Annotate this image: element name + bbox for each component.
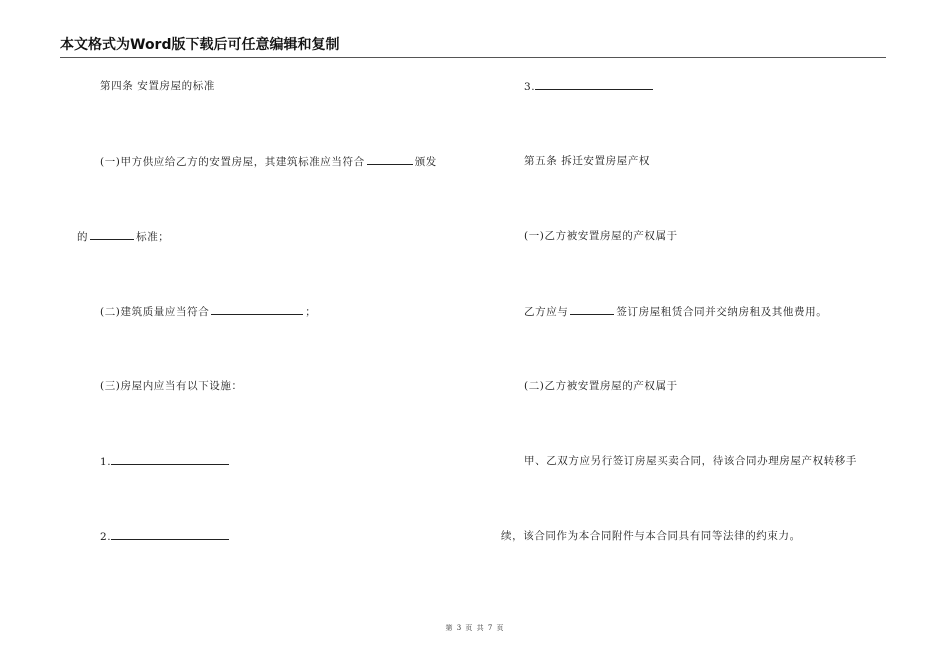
article-4-title: 第四条 安置房屋的标准 — [100, 80, 215, 92]
article-5-title: 第五条 拆迁安置房屋产权 — [524, 155, 651, 167]
facility-item-1-number: 1. — [100, 456, 112, 468]
clause-4-1-cont-prefix: 的 — [77, 231, 89, 243]
facility-item-2-number: 2. — [100, 531, 112, 543]
fill-in-blank[interactable] — [570, 304, 614, 315]
fill-in-blank[interactable] — [211, 304, 303, 315]
clause-4-1-cont-suffix: 标准； — [136, 231, 170, 243]
clause-4-1 — [100, 154, 437, 169]
clause-4-2 — [100, 304, 316, 319]
fill-in-blank[interactable] — [535, 79, 653, 90]
clause-4-2-suffix: ； — [305, 306, 317, 318]
clause-5-1: (一)乙方被安置房屋的产权属于 — [524, 230, 678, 242]
clause-5-2: (二)乙方被安置房屋的产权属于 — [524, 380, 678, 392]
fill-in-blank[interactable] — [111, 454, 229, 465]
facility-item-2 — [100, 529, 231, 544]
clause-5-1-detail-suffix: 签订房屋租赁合同并交纳房租及其他费用。 — [616, 306, 828, 318]
clause-5-1-detail-prefix: 乙方应与 — [524, 306, 569, 318]
clause-4-1-continued — [77, 229, 169, 244]
clause-4-1-suffix: 颁发 — [414, 156, 437, 168]
clause-4-2-text: (二)建筑质量应当符合 — [100, 306, 210, 318]
facility-item-3-number: 3. — [524, 81, 536, 93]
facility-item-3 — [524, 79, 655, 94]
fill-in-blank[interactable] — [367, 154, 413, 165]
page-number: 第 3 页 共 7 页 — [445, 624, 505, 632]
clause-4-3: (三)房屋内应当有以下设施： — [100, 380, 243, 392]
document-header-title: 本文格式为Word版下载后可任意编辑和复制 — [60, 34, 886, 58]
clause-5-1-detail — [524, 304, 827, 319]
fill-in-blank[interactable] — [111, 529, 229, 540]
facility-item-1 — [100, 454, 231, 469]
fill-in-blank[interactable] — [90, 229, 134, 240]
clause-4-1-text: (一)甲方供应给乙方的安置房屋，其建筑标准应当符合 — [100, 156, 365, 168]
clause-5-2-detail-continued: 续，该合同作为本合同附件与本合同具有同等法律的约束力。 — [501, 530, 801, 542]
clause-5-2-detail: 甲、乙双方应另行签订房屋买卖合同，待该合同办理房屋产权转移手 — [524, 455, 857, 467]
